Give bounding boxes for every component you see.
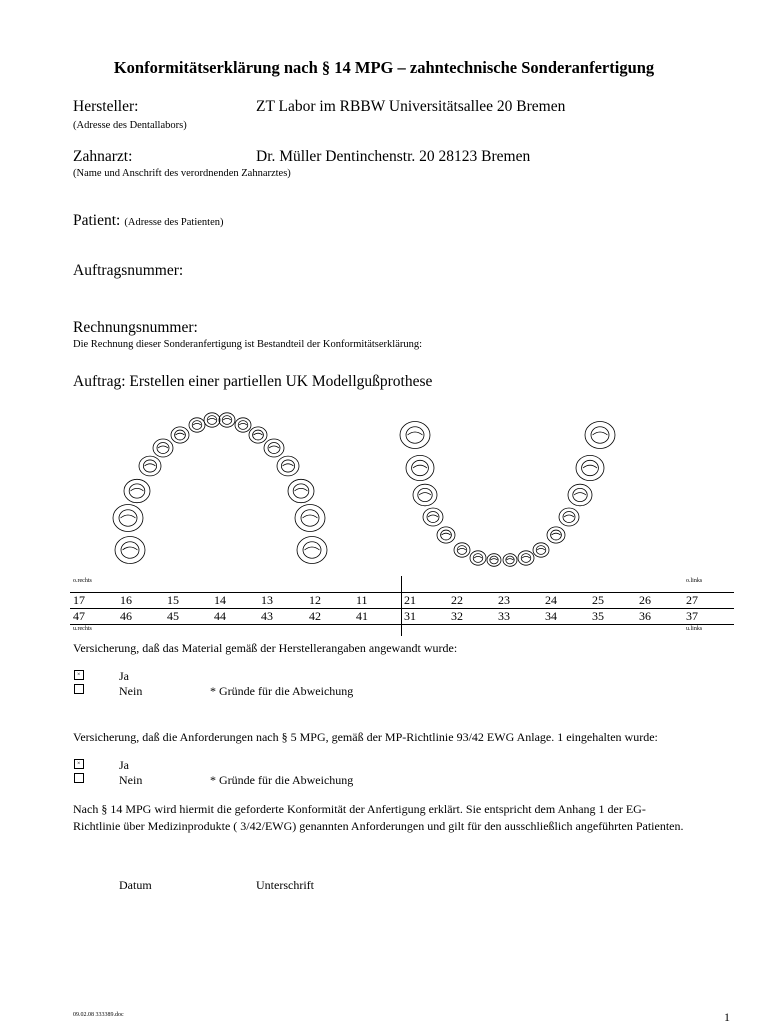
versicherung1-ja-checkbox[interactable] xyxy=(74,670,84,680)
declaration-line2: Richtlinie über Medizinprodukte ( 3/42/EWG) genannten Anforderungen und gilt für den ausschließlich angeführten Patienten. xyxy=(73,819,684,833)
versicherung1-nein-checkbox[interactable] xyxy=(74,684,84,694)
upper-tooth-14: 14 xyxy=(214,593,226,607)
versicherung2-nein-label: Nein xyxy=(119,773,143,787)
upper-tooth-23: 23 xyxy=(498,593,510,607)
dental-arches-illustration xyxy=(0,400,768,580)
patient-label: Patient: xyxy=(73,212,121,229)
patient-hint: (Adresse des Patienten) xyxy=(124,217,224,228)
lower-tooth-41: 41 xyxy=(356,609,368,623)
lower-tooth-32: 32 xyxy=(451,609,463,623)
label-lower-right: u.rechts xyxy=(73,626,92,632)
auftrag-text: Auftrag: Erstellen einer partiellen UK Modellgußprothese xyxy=(73,373,433,390)
lower-arch-drawing xyxy=(400,422,615,567)
upper-tooth-16: 16 xyxy=(120,593,132,607)
upper-tooth-21: 21 xyxy=(404,593,416,607)
upper-tooth-12: 12 xyxy=(309,593,321,607)
versicherung1-reason: * Gründe für die Abweichung xyxy=(210,684,354,698)
upper-tooth-27: 27 xyxy=(686,593,698,607)
lower-tooth-45: 45 xyxy=(167,609,179,623)
versicherung1-ja-label: Ja xyxy=(119,669,129,683)
lower-tooth-36: 36 xyxy=(639,609,651,623)
lower-tooth-47: 47 xyxy=(73,609,85,623)
versicherung2-reason: * Gründe für die Abweichung xyxy=(210,773,354,787)
upper-tooth-25: 25 xyxy=(592,593,604,607)
upper-tooth-13: 13 xyxy=(261,593,273,607)
hersteller-label: Hersteller: xyxy=(73,98,139,115)
label-lower-left: u.links xyxy=(686,626,703,632)
lower-tooth-33: 33 xyxy=(498,609,510,623)
unterschrift-label: Unterschrift xyxy=(256,878,314,892)
lower-tooth-43: 43 xyxy=(261,609,273,623)
lower-tooth-37: 37 xyxy=(686,609,698,623)
chart-midline xyxy=(401,576,402,636)
versicherung1-text: Versicherung, daß das Material gemäß der Herstellerangaben angewandt wurde: xyxy=(73,641,458,655)
lower-tooth-34: 34 xyxy=(545,609,557,623)
upper-tooth-17: 17 xyxy=(73,593,85,607)
label-upper-left: o.links xyxy=(686,578,703,584)
auftragsnummer-label: Auftragsnummer: xyxy=(73,262,184,279)
versicherung1-nein-label: Nein xyxy=(119,684,143,698)
document-title: Konformitätserklärung nach § 14 MPG – zahntechnische Sonderanfertigung xyxy=(113,58,655,77)
patient-row xyxy=(73,212,224,230)
rechnungsnummer-label: Rechnungsnummer: xyxy=(73,319,198,336)
versicherung2-ja-checkbox[interactable] xyxy=(74,759,84,769)
page-number: 1 xyxy=(724,1010,730,1024)
zahnarzt-value: Dr. Müller Dentinchenstr. 20 28123 Bremen xyxy=(256,148,531,165)
lower-tooth-42: 42 xyxy=(309,609,321,623)
lower-tooth-44: 44 xyxy=(214,609,226,623)
label-upper-right: o.rechts xyxy=(73,578,92,584)
zahnarzt-hint: (Name und Anschrift des verordnenden Zahnarztes) xyxy=(73,168,291,179)
upper-arch-drawing xyxy=(113,413,327,564)
upper-tooth-24: 24 xyxy=(545,593,557,607)
lower-tooth-31: 31 xyxy=(404,609,416,623)
rechnungsnummer-note: Die Rechnung dieser Sonderanfertigung ist Bestandteil der Konformitätserklärung: xyxy=(73,339,423,350)
footer-filename: 09.02.08 333389.doc xyxy=(73,1012,124,1018)
versicherung2-ja-label: Ja xyxy=(119,758,129,772)
versicherung2-text: Versicherung, daß die Anforderungen nach § 5 MPG, gemäß der MP-Richtlinie 93/42 EWG Anlage. 1 eingehalten wurde: xyxy=(73,730,658,744)
hersteller-value: ZT Labor im RBBW Universitätsallee 20 Bremen xyxy=(256,98,566,115)
hersteller-hint: (Adresse des Dentallabors) xyxy=(73,120,187,131)
declaration-line1: Nach § 14 MPG wird hiermit die geforderte Konformität der Anfertigung erklärt. Sie entspricht dem Anhang 1 der EG- xyxy=(73,802,646,816)
versicherung2-nein-checkbox[interactable] xyxy=(74,773,84,783)
zahnarzt-label: Zahnarzt: xyxy=(73,148,133,165)
upper-tooth-22: 22 xyxy=(451,593,463,607)
upper-tooth-26: 26 xyxy=(639,593,651,607)
lower-tooth-46: 46 xyxy=(120,609,132,623)
check-mark-icon: × xyxy=(77,761,81,767)
upper-tooth-11: 11 xyxy=(356,593,368,607)
chart-line-bottom xyxy=(70,624,734,625)
datum-label: Datum xyxy=(119,878,152,892)
upper-tooth-15: 15 xyxy=(167,593,179,607)
lower-tooth-35: 35 xyxy=(592,609,604,623)
check-mark-icon: × xyxy=(77,672,81,678)
